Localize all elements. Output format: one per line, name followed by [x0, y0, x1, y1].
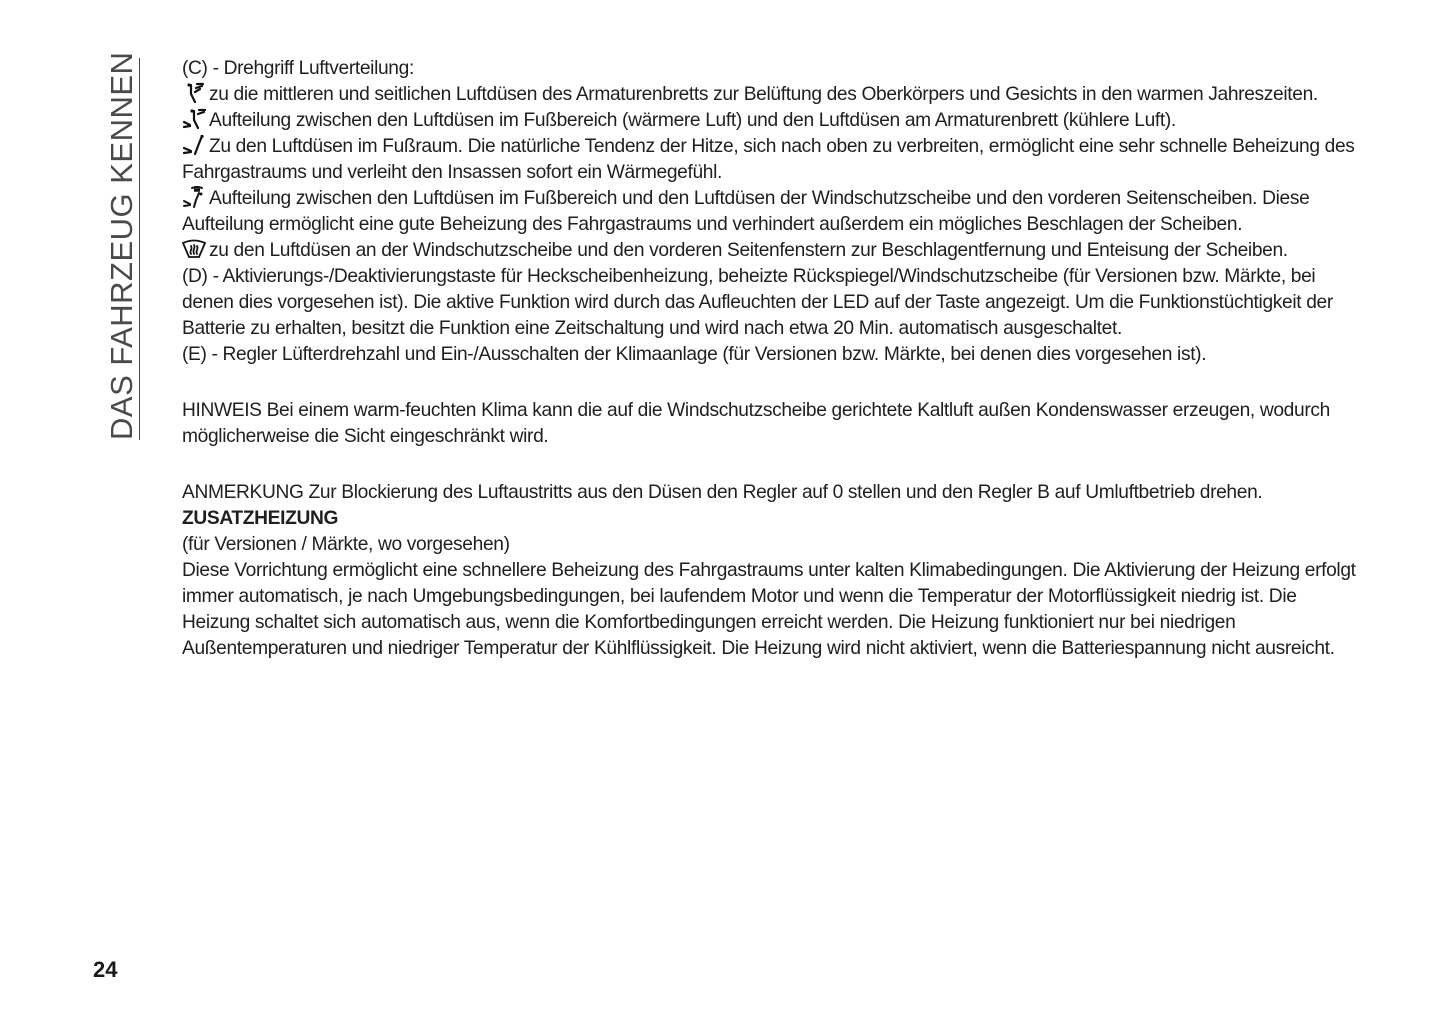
- section-d-text: (D) - Aktivierungs-/Deaktivierungstaste für Heckscheibenheizung, beheizte Rückspiegel/Windschutzscheibe (für Versionen bzw. Märkte, bei denen dies vorgesehen ist). Die aktive Funktion wird durch das Aufleuchten der LED auf der Taste angezeigt. Um die Funktionstüchtigkeit der Batterie zu erhalten, besitzt die Funktion eine Zeitschaltung und wird nach etwa 20 Min. automatisch ausgeschaltet.: [182, 266, 1333, 339]
- list-item-text: Aufteilung zwischen den Luftdüsen im Fußbereich (wärmere Luft) und den Luftdüsen am Armaturenbrett (kühlere Luft).: [209, 110, 1176, 131]
- windscreen-defrost-icon: [182, 238, 206, 260]
- zusatzheizung-heading: ZUSATZHEIZUNG: [182, 508, 339, 529]
- list-item-text: Zu den Luftdüsen im Fußraum. Die natürliche Tendenz der Hitze, sich nach oben zu verbreiten, ermöglicht eine sehr schnelle Beheizung des Fahrgastraums und verleiht den Insassen sofort ein Wärmegefühl.: [182, 136, 1355, 183]
- air-feet-icon: [182, 134, 206, 156]
- section-e-text: (E) - Regler Lüfterdrehzahl und Ein-/Ausschalten der Klimaanlage (für Versionen bzw. Märkte, bei denen dies vorgesehen ist).: [182, 344, 1207, 365]
- page-content: [182, 56, 1362, 662]
- list-item-text: zu den Luftdüsen an der Windschutzscheibe und den vorderen Seitenfenstern zur Beschlagentfernung und Enteisung der Scheiben.: [209, 240, 1288, 261]
- air-face-feet-icon: [182, 108, 206, 130]
- list-item-text: zu die mittleren und seitlichen Luftdüsen des Armaturenbretts zur Belüftung des Oberkörpers und Gesichts in den warmen Jahreszeiten.: [209, 84, 1318, 105]
- zusatzheizung-subtitle: (für Versionen / Märkte, wo vorgesehen): [182, 534, 510, 555]
- side-divider: [139, 58, 140, 440]
- zusatzheizung-body: Diese Vorrichtung ermöglicht eine schnellere Beheizung des Fahrgastraums unter kalten Klimabedingungen. Die Aktivierung der Heizung erfolgt immer automatisch, je nach Umgebungsbedingungen, bei laufendem Motor und wenn die Temperatur der Motorflüssigkeit niedrig ist. Die Heizung schaltet sich automatisch aus, wenn die Komfortbedingungen erreicht werden. Die Heizung funktioniert nur bei niedrigen Außentemperaturen und niedriger Temperatur der Kühlflüssigkeit. Die Heizung wird nicht aktiviert, wenn die Batteriespannung nicht ausreicht.: [182, 560, 1356, 659]
- list-item-text: Aufteilung zwischen den Luftdüsen im Fußbereich und den Luftdüsen der Windschutzscheibe und den vorderen Seitenscheiben. Diese Aufteilung ermöglicht eine gute Beheizung des Fahrgastraums und verhindert außerdem ein mögliches Beschlagen der Scheiben.: [182, 188, 1310, 235]
- list-item: [182, 186, 1362, 238]
- page-number: 24: [93, 957, 118, 982]
- list-item: [182, 134, 1362, 186]
- anmerkung-note: ANMERKUNG Zur Blockierung des Luftaustritts aus den Düsen den Regler auf 0 stellen und den Regler B auf Umluftbetrieb drehen.: [182, 482, 1263, 503]
- list-item: [182, 82, 1362, 108]
- list-item: [182, 108, 1362, 134]
- air-face-icon: [182, 82, 206, 104]
- list-item: [182, 238, 1362, 264]
- section-c-title: (C) - Drehgriff Luftverteilung:: [182, 58, 414, 79]
- side-title: DAS FAHRZEUG KENNEN: [104, 51, 139, 440]
- hinweis-note: HINWEIS Bei einem warm-feuchten Klima kann die auf die Windschutzscheibe gerichtete Kaltluft außen Kondenswasser erzeugen, wodurch möglicherweise die Sicht eingeschränkt wird.: [182, 400, 1330, 447]
- air-feet-windscreen-icon: [182, 186, 206, 208]
